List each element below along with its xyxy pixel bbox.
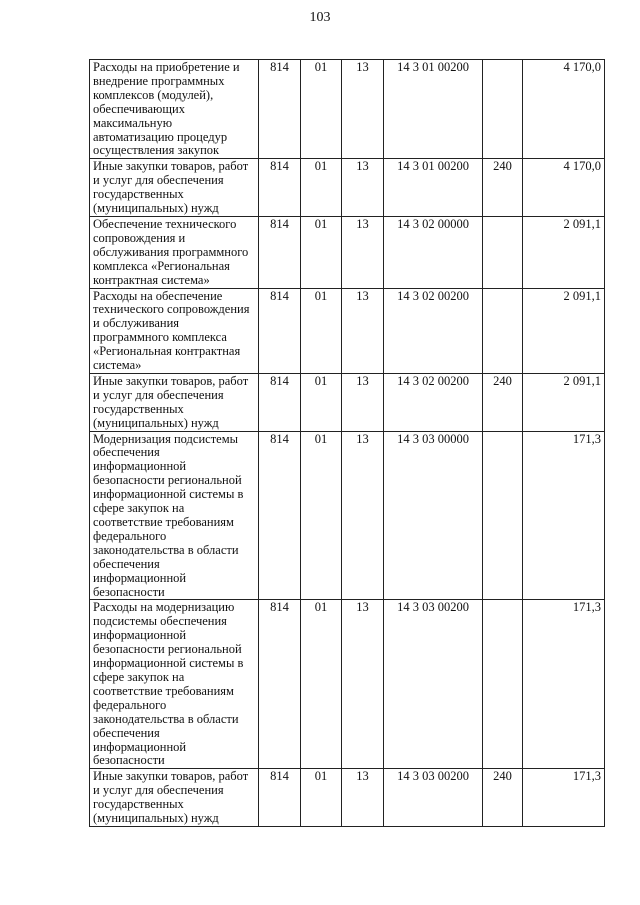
ministry-code-cell: 814 — [259, 769, 301, 827]
row-name-cell: Расходы на приобретение и внедрение программных комплексов (модулей), обеспечивающих максимальную автоматизацию процедур осуществления закупок — [90, 60, 259, 159]
table-row — [90, 600, 605, 769]
table-row — [90, 769, 605, 827]
subsection-code-cell: 13 — [342, 159, 384, 217]
row-name-cell: Обеспечение технического сопровождения и обслуживания программного комплекса «Региональная контрактная система» — [90, 216, 259, 288]
expense-type-cell: 240 — [483, 769, 523, 827]
target-code-cell: 14 3 02 00200 — [384, 373, 483, 431]
section-code-cell: 01 — [301, 216, 342, 288]
row-name-cell: Иные закупки товаров, работ и услуг для обеспечения государственных (муниципальных) нужд — [90, 373, 259, 431]
target-code-cell: 14 3 03 00200 — [384, 769, 483, 827]
table-row — [90, 373, 605, 431]
ministry-code-cell: 814 — [259, 288, 301, 373]
expense-type-cell — [483, 60, 523, 159]
table-row — [90, 288, 605, 373]
row-name-cell: Иные закупки товаров, работ и услуг для обеспечения государственных (муниципальных) нужд — [90, 159, 259, 217]
target-code-cell: 14 3 03 00200 — [384, 600, 483, 769]
section-code-cell: 01 — [301, 600, 342, 769]
page-number: 103 — [309, 10, 331, 25]
expense-type-cell — [483, 431, 523, 600]
amount-cell: 171,3 — [523, 431, 605, 600]
ministry-code-cell: 814 — [259, 600, 301, 769]
ministry-code-cell: 814 — [259, 60, 301, 159]
table-row — [90, 431, 605, 600]
section-code-cell: 01 — [301, 431, 342, 600]
subsection-code-cell: 13 — [342, 216, 384, 288]
subsection-code-cell: 13 — [342, 60, 384, 159]
ministry-code-cell: 814 — [259, 159, 301, 217]
expense-type-cell — [483, 600, 523, 769]
budget-table — [89, 59, 605, 827]
ministry-code-cell: 814 — [259, 216, 301, 288]
expense-type-cell: 240 — [483, 373, 523, 431]
amount-cell: 2 091,1 — [523, 373, 605, 431]
target-code-cell: 14 3 02 00000 — [384, 216, 483, 288]
expense-type-cell — [483, 288, 523, 373]
section-code-cell: 01 — [301, 769, 342, 827]
subsection-code-cell: 13 — [342, 373, 384, 431]
ministry-code-cell: 814 — [259, 431, 301, 600]
table-row — [90, 60, 605, 159]
ministry-code-cell: 814 — [259, 373, 301, 431]
amount-cell: 4 170,0 — [523, 159, 605, 217]
amount-cell: 171,3 — [523, 769, 605, 827]
target-code-cell: 14 3 01 00200 — [384, 159, 483, 217]
subsection-code-cell: 13 — [342, 288, 384, 373]
subsection-code-cell: 13 — [342, 600, 384, 769]
amount-cell: 2 091,1 — [523, 288, 605, 373]
subsection-code-cell: 13 — [342, 769, 384, 827]
row-name-cell: Иные закупки товаров, работ и услуг для обеспечения государственных (муниципальных) нужд — [90, 769, 259, 827]
subsection-code-cell: 13 — [342, 431, 384, 600]
section-code-cell: 01 — [301, 159, 342, 217]
section-code-cell: 01 — [301, 373, 342, 431]
target-code-cell: 14 3 02 00200 — [384, 288, 483, 373]
amount-cell: 171,3 — [523, 600, 605, 769]
expense-type-cell — [483, 216, 523, 288]
section-code-cell: 01 — [301, 288, 342, 373]
row-name-cell: Модернизация подсистемы обеспечения информационной безопасности региональной информационной системы в сфере закупок на соответствие требованиям федерального законодательства в области обеспечения информационной безопасности — [90, 431, 259, 600]
target-code-cell: 14 3 03 00000 — [384, 431, 483, 600]
amount-cell: 4 170,0 — [523, 60, 605, 159]
target-code-cell: 14 3 01 00200 — [384, 60, 483, 159]
table-row — [90, 159, 605, 217]
amount-cell: 2 091,1 — [523, 216, 605, 288]
expense-type-cell: 240 — [483, 159, 523, 217]
row-name-cell: Расходы на обеспечение технического сопровождения и обслуживания программного комплекса «Региональная контрактная система» — [90, 288, 259, 373]
section-code-cell: 01 — [301, 60, 342, 159]
table-row — [90, 216, 605, 288]
row-name-cell: Расходы на модернизацию подсистемы обеспечения информационной безопасности региональной информационной системы в сфере закупок на соответствие требованиям федерального законодательства в области обеспечения информационной безопасности — [90, 600, 259, 769]
